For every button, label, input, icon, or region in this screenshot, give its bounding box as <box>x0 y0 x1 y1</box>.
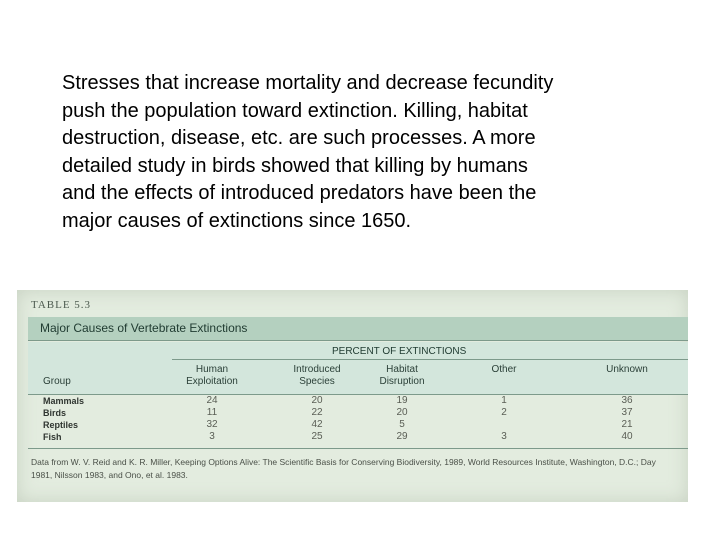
table-row <box>17 431 688 443</box>
scanned-table-image <box>17 290 688 502</box>
row-group: Reptiles <box>43 420 79 430</box>
table-cell: 37 <box>621 407 633 418</box>
percent-heading: PERCENT OF EXTINCTIONS <box>332 346 467 357</box>
table-cell: 25 <box>311 431 323 442</box>
source-line: 1981, Nilsson 1983, and Ono, et al. 1983. <box>31 470 188 480</box>
table-row <box>17 419 688 431</box>
table-row <box>17 407 688 419</box>
column-header-unknown: Unknown <box>606 364 648 375</box>
table-cell: 11 <box>206 407 218 418</box>
column-header-introduced-species: Introduced Species <box>293 364 341 387</box>
source-line: Data from W. V. Reid and K. R. Miller, Keeping Options Alive: The Scientific Basis for Conserving Biodiversity, 1989, World Resources Institute, Washington, D.C.; Day <box>31 457 656 467</box>
table-cell: 22 <box>311 407 323 418</box>
table-row <box>17 395 688 407</box>
table-title-band <box>28 317 688 340</box>
table-cell: 21 <box>621 419 633 430</box>
table-cell: 32 <box>206 419 218 430</box>
row-group: Birds <box>43 408 67 418</box>
paragraph-line: destruction, disease, etc. are such processes. A more <box>62 127 536 150</box>
column-header-other: Other <box>491 364 517 375</box>
divider <box>28 340 688 341</box>
column-header-human-exploitation: Human Exploitation <box>186 364 238 387</box>
table-cell: 42 <box>311 419 323 430</box>
table-cell: 3 <box>209 431 215 442</box>
paragraph-line: push the population toward extinction. Killing, habitat <box>62 99 528 122</box>
table-label: TABLE 5.3 <box>31 299 92 311</box>
divider <box>172 359 688 360</box>
column-header-group: Group <box>43 376 71 387</box>
table-cell: 2 <box>501 407 507 418</box>
table-cell: 24 <box>206 395 218 406</box>
body-paragraph <box>62 70 662 236</box>
paragraph-line: detailed study in birds showed that killing by humans <box>62 154 528 177</box>
paragraph-line: Stresses that increase mortality and decrease fecundity <box>62 72 554 94</box>
table-title: Major Causes of Vertebrate Extinctions <box>40 321 248 335</box>
table-cell: 20 <box>311 395 323 406</box>
table-cell: 3 <box>501 431 507 442</box>
table-source-note <box>31 456 686 482</box>
table-cell: 20 <box>396 407 408 418</box>
row-group: Mammals <box>43 396 85 406</box>
paragraph-line: major causes of extinctions since 1650. <box>62 209 412 232</box>
column-header-habitat-disruption: Habitat Disruption <box>379 364 425 387</box>
divider <box>28 448 688 449</box>
table-cell: 29 <box>396 431 408 442</box>
table-cell: 1 <box>501 395 507 406</box>
row-group: Fish <box>43 432 62 442</box>
table-cell: 5 <box>399 419 405 430</box>
paragraph-line: and the effects of introduced predators have been the <box>62 182 537 205</box>
table-cell: 36 <box>621 395 633 406</box>
table-cell: 40 <box>621 431 633 442</box>
table-cell: 19 <box>396 395 408 406</box>
